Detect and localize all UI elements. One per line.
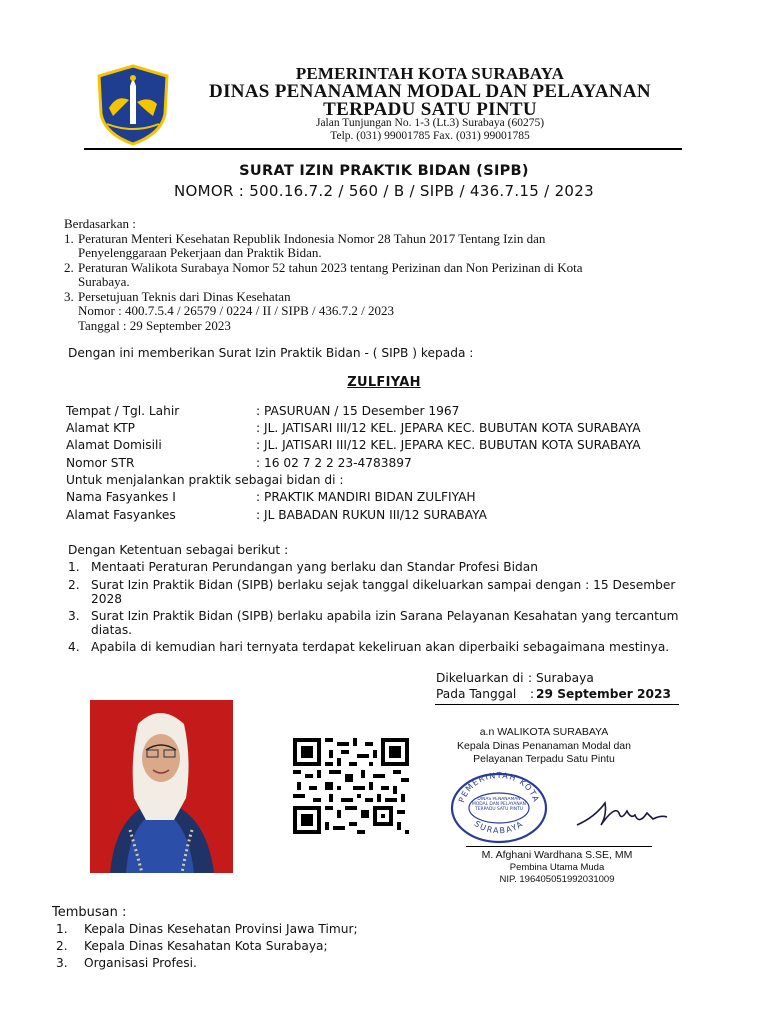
basis-item-3-line2: Nomor : 400.7.5.4 / 26579 / 0224 / II / SIPB / 436.7.2 / 2023: [78, 303, 394, 318]
header-divider: [84, 148, 682, 150]
basis-item-2-line1: Peraturan Walikota Surabaya Nomor 52 tahun 2023 tentang Perizinan dan Non Perizinan di Kota: [78, 260, 583, 275]
practice-label: Alamat Fasyankes: [66, 508, 176, 522]
cc-item: Kepala Dinas Kesahatan Kota Surabaya;: [84, 939, 328, 953]
issued-date-value: 29 September 2023: [536, 687, 671, 701]
condition-num: 3.: [68, 609, 80, 623]
grant-statement: Dengan ini memberikan Surat Izin Praktik Bidan - ( SIPB ) kepada :: [68, 346, 474, 360]
stamp-bottom-text: SURABAYA: [472, 819, 526, 836]
basis-intro: Berdasarkan :: [64, 216, 136, 231]
detail-label: Nomor STR: [66, 456, 135, 470]
condition-text: Surat Izin Praktik Bidan (SIPB) berlaku sejak tanggal dikeluarkan sampai dengan : 15 Desember: [91, 578, 676, 592]
detail-value: : PASURUAN / 15 Desember 1967: [256, 404, 460, 418]
signatory-name: M. Afghani Wardhana S.SE, MM: [481, 849, 633, 861]
detail-value: : 16 02 7 2 2 23-4783897: [256, 456, 412, 470]
header-address: Jalan Tunjungan No. 1-3 (Lt.3) Surabaya (60275): [315, 117, 545, 129]
issued-place-value: : Surabaya: [528, 671, 594, 685]
signatory-rank: Pembina Utama Muda: [509, 862, 605, 873]
condition-num: 2.: [68, 578, 80, 592]
condition-num: 4.: [68, 640, 80, 654]
basis-item-3-line3: Tanggal : 29 September 2023: [78, 318, 231, 333]
condition-text: Surat Izin Praktik Bidan (SIPB) berlaku apabila izin Sarana Pelayanan Kesahatan yang tercantum: [91, 609, 679, 623]
signature-position-line2: Pelayanan Terpadu Satu Pintu: [473, 753, 615, 765]
issued-place-label: Dikeluarkan di: [436, 671, 524, 685]
signature-position-line1: Kepala Dinas Penanaman Modal dan: [457, 740, 631, 752]
practice-label: Nama Fasyankes I: [66, 490, 176, 504]
basis-item-3-line1: Persetujuan Teknis dari Dinas Kesehatan: [78, 289, 291, 304]
condition-text-cont: 2028: [91, 592, 123, 606]
issued-divider: [435, 704, 679, 705]
header-agency-line1: DINAS PENANAMAN MODAL DAN PELAYANAN: [209, 81, 651, 102]
document-title: SURAT IZIN PRAKTIK BIDAN (SIPB): [239, 163, 529, 179]
basis-item-1-line1: Peraturan Menteri Kesehatan Republik Indonesia Nomor 28 Tahun 2017 Tentang Izin dan: [78, 231, 546, 246]
cc-title: Tembusan :: [52, 905, 127, 920]
signature-scribble: [575, 795, 670, 835]
cc-item: Kepala Dinas Kesehatan Provinsi Jawa Timur;: [84, 922, 358, 936]
conditions-intro: Dengan Ketentuan sebagai berikut :: [68, 543, 289, 557]
issued-date-sep: :: [530, 687, 535, 701]
issued-date-label: Pada Tanggal: [436, 687, 517, 701]
signatory-nip: NIP. 196405051992031009: [499, 874, 615, 885]
document-number: NOMOR : 500.16.7.2 / 560 / B / SIPB / 436.7.15 / 2023: [174, 182, 594, 200]
holder-photo: [90, 700, 233, 873]
holder-name: ZULFIYAH: [347, 375, 421, 390]
condition-text: Mentaati Peraturan Perundangan yang berlaku dan Standar Profesi Bidan: [91, 560, 538, 574]
stamp-top-text: PEMERINTAH KOTA: [457, 770, 541, 804]
cc-num: 1.: [56, 922, 68, 936]
condition-num: 1.: [68, 560, 80, 574]
signature-an: a.n WALIKOTA SURABAYA: [479, 726, 609, 738]
practice-value: : JL BABADAN RUKUN III/12 SURABAYA: [256, 508, 487, 522]
detail-value: : JL. JATISARI III/12 KEL. JEPARA KEC. BUBUTAN KOTA SURABAYA: [256, 421, 641, 435]
official-stamp: [449, 770, 549, 844]
svg-text:SURABAYA: [473, 819, 526, 835]
detail-label: Tempat / Tgl. Lahir: [66, 404, 180, 418]
basis-item-2-line2: Surabaya.: [78, 274, 130, 289]
condition-text-cont: diatas.: [91, 623, 133, 637]
surabaya-coat-of-arms-logo: [95, 64, 171, 146]
basis-item-1-line2: Penyelenggaraan Pekerjaan dan Praktik Bidan.: [78, 245, 322, 260]
basis-item-2-num: 2.: [64, 260, 74, 275]
stamp-center-text: DINAS PENANAMAN MODAL DAN PELAYANAN TERPADU SATU PINTU: [472, 797, 526, 812]
detail-label: Alamat Domisili: [66, 438, 162, 452]
basis-item-3-num: 3.: [64, 289, 74, 304]
cc-item: Organisasi Profesi.: [84, 956, 197, 970]
detail-label: Alamat KTP: [66, 421, 136, 435]
cc-num: 2.: [56, 939, 68, 953]
header-agency-line2: TERPADU SATU PINTU: [323, 99, 537, 120]
header-phone: Telp. (031) 99001785 Fax. (031) 99001785: [330, 130, 530, 142]
practice-intro: Untuk menjalankan praktik sebagai bidan di :: [66, 473, 344, 487]
header-government: PEMERINTAH KOTA SURABAYA: [295, 64, 565, 83]
condition-text: Apabila di kemudian hari ternyata terdapat kekeliruan akan diperbaiki sebagaimana mestinya.: [91, 640, 670, 654]
detail-value: : JL. JATISARI III/12 KEL. JEPARA KEC. BUBUTAN KOTA SURABAYA: [256, 438, 641, 452]
signature-line: [466, 846, 652, 847]
practice-value: : PRAKTIK MANDIRI BIDAN ZULFIYAH: [256, 490, 476, 504]
basis-item-1-num: 1.: [64, 231, 74, 246]
qr-code: [292, 738, 410, 834]
cc-num: 3.: [56, 956, 68, 970]
